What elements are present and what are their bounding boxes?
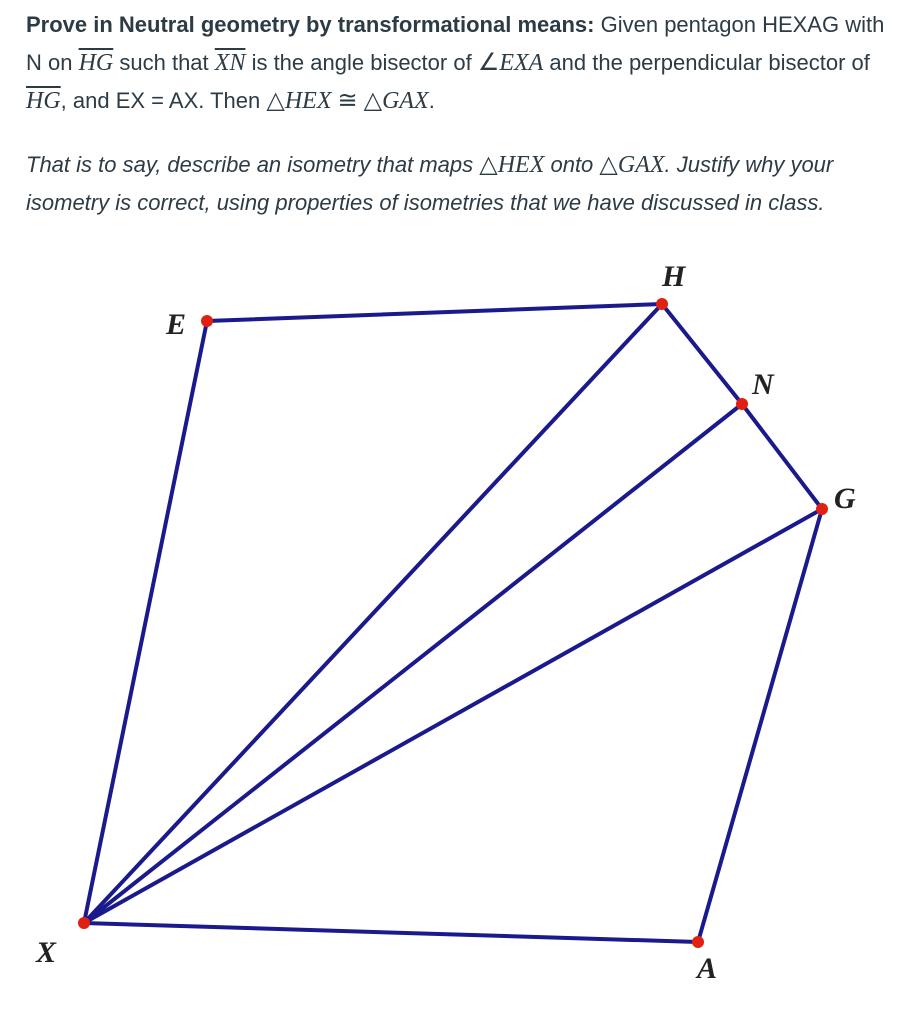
label-a: A — [697, 952, 718, 985]
triangle-gax: GAX — [382, 88, 429, 114]
segment-xn-line — [84, 404, 742, 923]
segment-xg — [84, 509, 822, 923]
edge-xe — [84, 321, 207, 923]
angle-symbol: ∠ — [477, 50, 500, 76]
label-x: X — [36, 936, 57, 969]
point-a — [692, 936, 704, 948]
instruction-text: That is to say, describe an isometry that maps △HEX onto △GAX. Justify why your isometry is correct, using properties of isometries that we have discussed in class. — [26, 152, 834, 215]
edge-eh — [207, 304, 662, 321]
problem-heading: Prove in Neutral geometry by transformational means: — [26, 12, 595, 37]
segment-xn: $\overline{XN}$ — [214, 50, 246, 76]
point-n — [736, 398, 748, 410]
triangle-hex-2: HEX — [497, 152, 545, 178]
point-g — [816, 503, 828, 515]
point-e — [201, 315, 213, 327]
triangle-gax-2: GAX — [617, 152, 665, 178]
point-x — [78, 917, 90, 929]
segment-xh — [84, 304, 662, 923]
triangle-hex: HEX — [284, 88, 332, 114]
problem-statement: Prove in Neutral geometry by transformational means: Given pentagon HEXAG with N on $\overline{HG}$ such that $\overline{XN}$ is the angle bisector of ∠EXA and the perpendicular bisector of $\overline{HG}$, and EX = AX. Then △HEX ≅ △GAX. — [26, 12, 885, 114]
label-h: H — [662, 260, 686, 293]
label-n: N — [752, 368, 774, 401]
congruent-symbol: ≅ — [331, 88, 364, 114]
label-g: G — [834, 482, 856, 515]
edge-hn — [662, 304, 742, 404]
edge-ng — [742, 404, 822, 509]
edge-ax — [84, 923, 698, 942]
segment-hg: $\overline{HG}$ — [78, 50, 114, 76]
edge-ga — [698, 509, 822, 942]
label-e: E — [166, 308, 187, 341]
segment-hg-2: $\overline{HG}$ — [26, 88, 61, 114]
point-h — [656, 298, 668, 310]
angle-exa: EXA — [499, 50, 544, 76]
